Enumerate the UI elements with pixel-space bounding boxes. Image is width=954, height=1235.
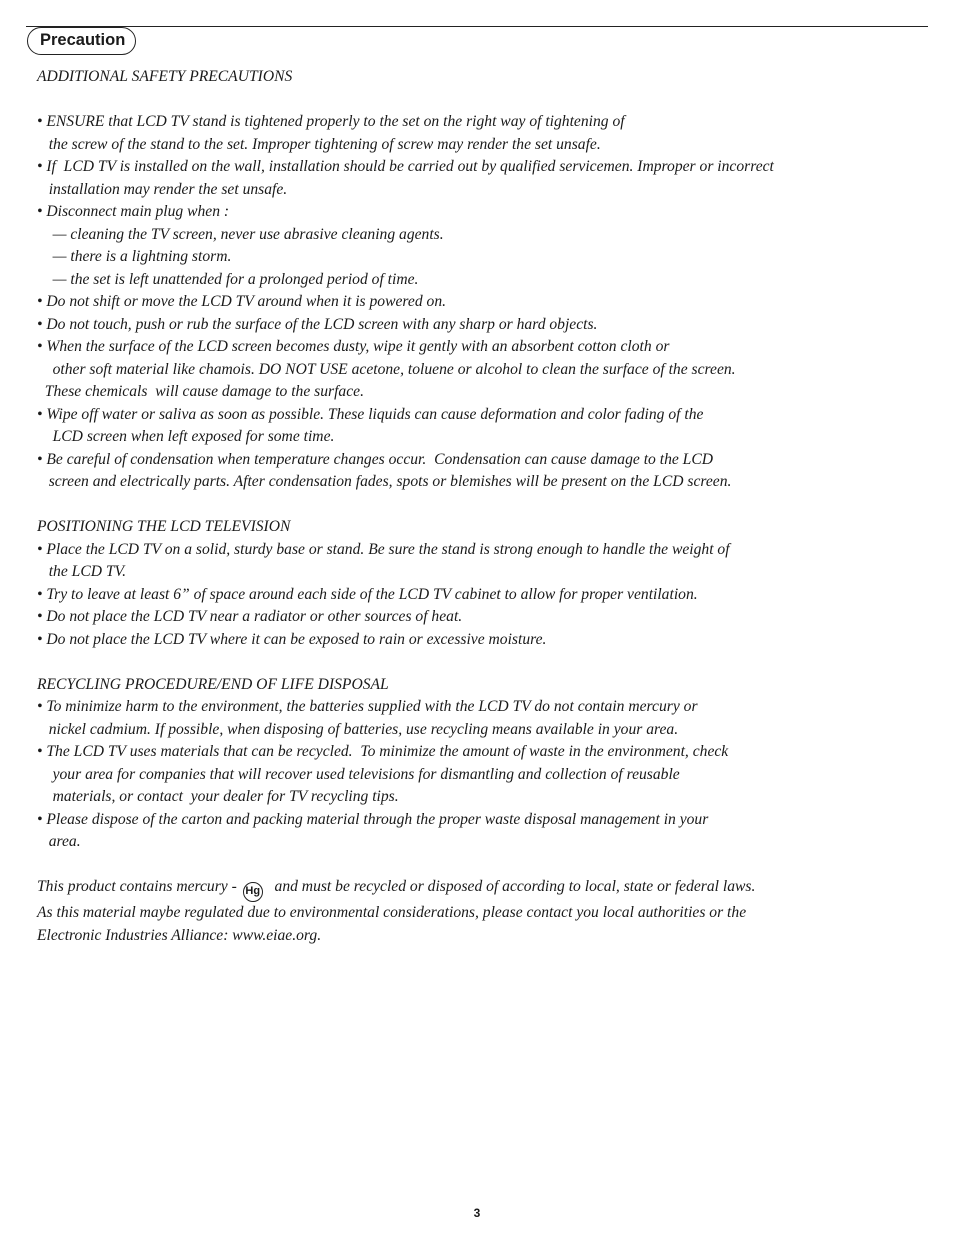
list-item: — the set is left unattended for a prolonged period of time. [37, 270, 419, 288]
spacer [37, 651, 837, 674]
list-item: • Disconnect main plug when : [37, 203, 230, 220]
list-item: your area for companies that will recover used televisions for dismantling and collection of reusable [37, 765, 680, 783]
list-item: • Please dispose of the carton and packing material through the proper waste disposal management in your [37, 810, 709, 828]
section-title-recycling: RECYCLING PROCEDURE/END OF LIFE DISPOSAL [37, 675, 389, 693]
list-item: • If LCD TV is installed on the wall, installation should be carried out by qualified servicemen. Improper or incorrect [37, 158, 774, 175]
spacer [37, 89, 837, 112]
mercury-text-after: and must be recycled or disposed of according to local, state or federal laws. [266, 878, 756, 895]
mercury-notice-line-3: Electronic Industries Alliance: www.eiae.org. [37, 926, 322, 944]
list-item: • Do not place the LCD TV near a radiator or other sources of heat. [37, 608, 463, 625]
list-item: — cleaning the TV screen, never use abrasive cleaning agents. [37, 225, 444, 243]
safety-list [37, 111, 837, 494]
list-item: • Place the LCD TV on a solid, sturdy base or stand. Be sure the stand is strong enough to handle the weight of [37, 540, 730, 558]
mercury-notice [37, 876, 837, 902]
section-title-positioning: POSITIONING THE LCD TELEVISION [37, 518, 291, 535]
positioning-list [37, 539, 837, 652]
list-item: — there is a lightning storm. [37, 248, 232, 265]
list-item: screen and electrically parts. After condensation fades, spots or blemishes will be present on the LCD screen. [37, 473, 732, 490]
list-item: area. [37, 833, 81, 850]
list-item: installation may render the set unsafe. [37, 180, 288, 198]
list-item: nickel cadmium. If possible, when disposing of batteries, use recycling means available in your area. [37, 720, 679, 738]
page-number: 3 [473, 1206, 481, 1220]
mercury-text-before: This product contains mercury - [37, 878, 241, 895]
list-item: • Do not shift or move the LCD TV around when it is powered on. [37, 293, 447, 310]
list-item: • Do not place the LCD TV where it can be exposed to rain or excessive moisture. [37, 630, 547, 648]
list-item: • Do not touch, push or rub the surface of the LCD screen with any sharp or hard objects. [37, 315, 598, 333]
list-item: LCD screen when left exposed for some time. [37, 428, 335, 445]
list-item: materials, or contact your dealer for TV recycling tips. [37, 788, 399, 805]
section-tag: Precaution [27, 27, 136, 55]
mercury-hg-icon: Hg [243, 882, 263, 902]
recycling-list [37, 696, 837, 854]
list-item: • ENSURE that LCD TV stand is tightened properly to the set on the right way of tightening of [37, 113, 625, 130]
list-item: • Try to leave at least 6” of space around each side of the LCD TV cabinet to allow for proper ventilation. [37, 585, 698, 603]
list-item: • Wipe off water or saliva as soon as possible. These liquids can cause deformation and color fading of the [37, 405, 704, 423]
list-item: • The LCD TV uses materials that can be recycled. To minimize the amount of waste in the environment, check [37, 743, 729, 760]
spacer [37, 494, 837, 517]
page-content [37, 66, 837, 947]
list-item: the screw of the stand to the set. Improper tightening of screw may render the set unsafe. [37, 135, 601, 153]
list-item: the LCD TV. [37, 563, 126, 580]
section-title-safety: ADDITIONAL SAFETY PRECAUTIONS [37, 68, 293, 85]
mercury-notice-line-2: As this material maybe regulated due to environmental considerations, please contact you local authorities or the [37, 904, 747, 921]
list-item: • To minimize harm to the environment, the batteries supplied with the LCD TV do not contain mercury or [37, 698, 698, 715]
spacer [37, 854, 837, 877]
top-rule [26, 26, 928, 27]
list-item: • When the surface of the LCD screen becomes dusty, wipe it gently with an absorbent cotton cloth or [37, 338, 670, 355]
list-item: These chemicals will cause damage to the surface. [37, 383, 364, 400]
list-item: other soft material like chamois. DO NOT USE acetone, toluene or alcohol to clean the surface of the screen. [37, 360, 736, 378]
list-item: • Be careful of condensation when temperature changes occur. Condensation can cause damage to the LCD [37, 450, 714, 468]
